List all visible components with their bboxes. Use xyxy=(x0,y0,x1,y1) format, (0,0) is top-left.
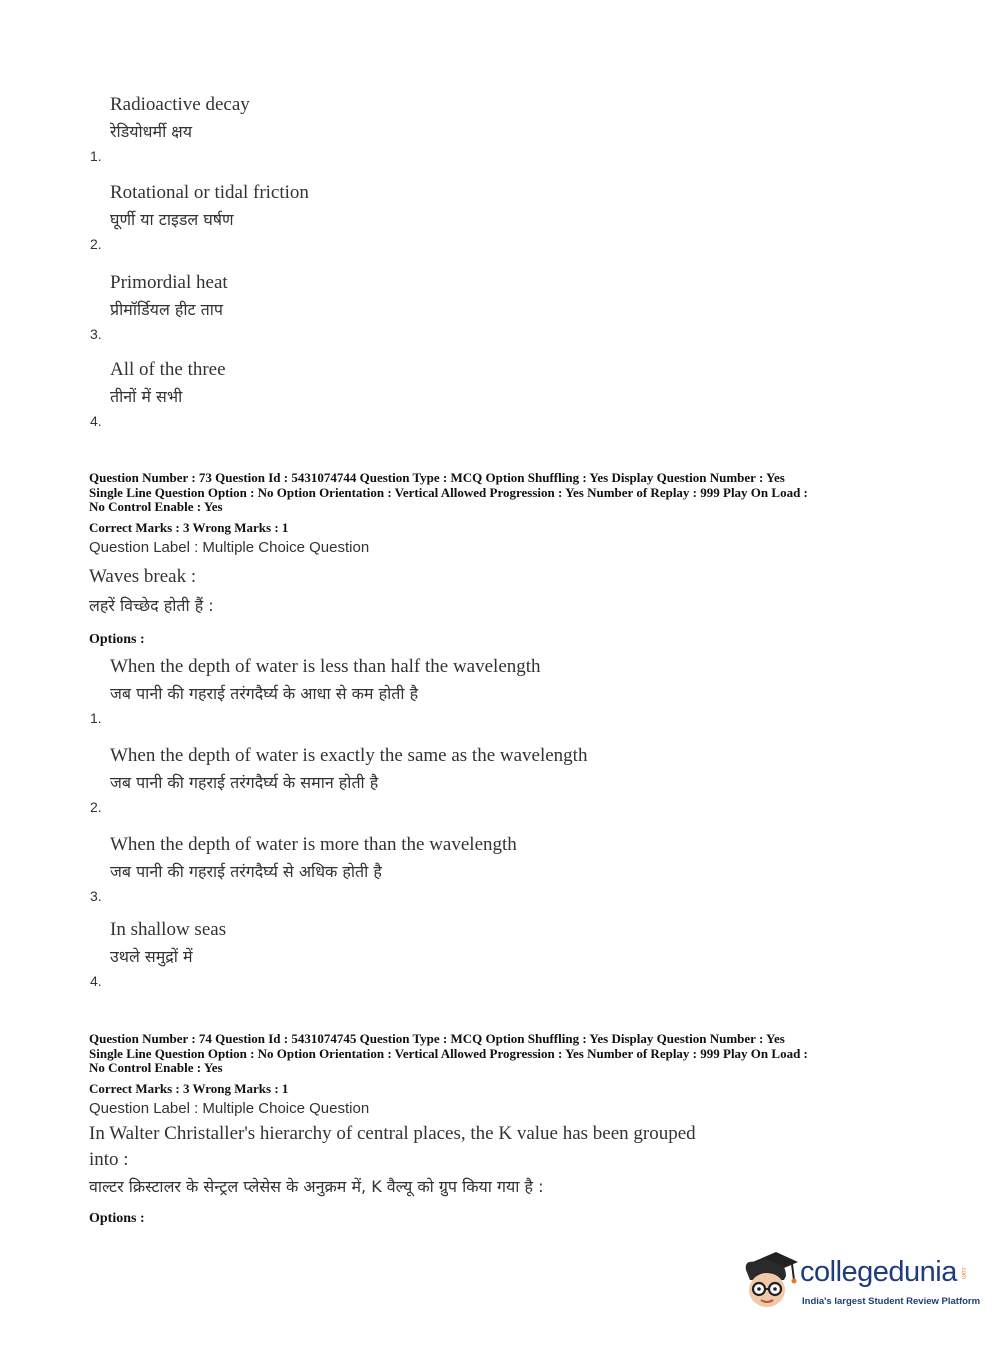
option-item xyxy=(88,745,848,815)
option-text-hi: उथले समुद्रों में xyxy=(110,947,193,966)
meta-line: No Control Enable : Yes xyxy=(89,1060,223,1075)
question-meta xyxy=(89,471,919,515)
option-text-en: Rotational or tidal friction xyxy=(110,182,309,203)
option-item xyxy=(88,182,848,252)
options-label: Options : xyxy=(89,1211,145,1226)
option-text-en: When the depth of water is exactly the same as the wavelength xyxy=(110,745,588,766)
logo-domain: .com xyxy=(960,1266,966,1280)
option-text-en: Primordial heat xyxy=(110,272,228,293)
question-label: Question Label : Multiple Choice Question xyxy=(89,1100,370,1117)
option-item xyxy=(88,359,848,429)
option-text-en: All of the three xyxy=(110,359,226,380)
meta-line: Question Number : 74 Question Id : 5431074745 Question Type : MCQ Option Shuffling : Yes Display Question Number : Yes xyxy=(89,1031,785,1046)
options-label: Options : xyxy=(89,632,145,647)
option-text-en: Radioactive decay xyxy=(110,94,250,115)
option-text-en: When the depth of water is more than the wavelength xyxy=(110,834,517,855)
option-text-hi: जब पानी की गहराई तरंगदैर्घ्य के आधा से कम होती है xyxy=(110,684,419,703)
question-text-en: Waves break : xyxy=(89,566,197,587)
logo-wordmark: collegedunia xyxy=(800,1256,957,1288)
option-item xyxy=(88,94,848,164)
option-text-en: When the depth of water is less than half the wavelength xyxy=(110,656,541,677)
option-text-hi: घूर्णी या टाइडल घर्षण xyxy=(110,210,234,229)
option-item xyxy=(88,656,848,726)
option-number: 1. xyxy=(90,710,102,726)
logo-tagline: India's largest Student Review Platform xyxy=(802,1296,981,1307)
option-number: 3. xyxy=(90,888,102,904)
option-text-hi: प्रीमॉर्डियल हीट ताप xyxy=(110,300,224,319)
meta-line: Question Number : 73 Question Id : 5431074744 Question Type : MCQ Option Shuffling : Yes Display Question Number : Yes xyxy=(89,470,785,485)
meta-line: Single Line Question Option : No Option Orientation : Vertical Allowed Progression : Yes Number of Replay : 999 Play On Load : xyxy=(89,484,808,500)
option-item xyxy=(88,919,848,989)
option-item xyxy=(88,272,848,342)
marks-info: Correct Marks : 3 Wrong Marks : 1 xyxy=(89,520,289,535)
question-label: Question Label : Multiple Choice Question xyxy=(89,539,370,556)
option-number: 4. xyxy=(90,413,102,429)
option-text-en: In shallow seas xyxy=(110,919,227,940)
meta-line: No Control Enable : Yes xyxy=(89,499,223,514)
option-number: 2. xyxy=(90,236,102,252)
option-number: 3. xyxy=(90,326,102,342)
question-text-hi: वाल्टर क्रिस्टालर के सेन्ट्रल प्लेसेस के अनुक्रम में, K वैल्यू को ग्रुप किया गया है : xyxy=(89,1177,544,1196)
option-text-hi: रेडियोधर्मी क्षय xyxy=(110,122,193,141)
question-meta xyxy=(89,1032,919,1076)
option-number: 4. xyxy=(90,973,102,989)
mascot-icon xyxy=(742,1250,800,1312)
option-text-hi: जब पानी की गहराई तरंगदैर्घ्य के समान होती है xyxy=(110,773,379,792)
option-text-hi: जब पानी की गहराई तरंगदैर्घ्य से अधिक होती है xyxy=(110,862,382,881)
option-item xyxy=(88,834,848,904)
marks-info: Correct Marks : 3 Wrong Marks : 1 xyxy=(89,1081,289,1096)
option-number: 2. xyxy=(90,799,102,815)
question-text-hi: लहरें विच्छेद होती हैं : xyxy=(89,596,214,615)
option-number: 1. xyxy=(90,148,102,164)
question-line: into : xyxy=(89,1149,129,1170)
question-text-en xyxy=(89,1121,696,1173)
option-text-hi: तीनों में सभी xyxy=(110,387,183,406)
collegedunia-logo xyxy=(742,1250,981,1312)
meta-line: Single Line Question Option : No Option Orientation : Vertical Allowed Progression : Yes Number of Replay : 999 Play On Load : xyxy=(89,1045,808,1061)
question-line: In Walter Christaller's hierarchy of central places, the K value has been grouped xyxy=(89,1123,696,1144)
